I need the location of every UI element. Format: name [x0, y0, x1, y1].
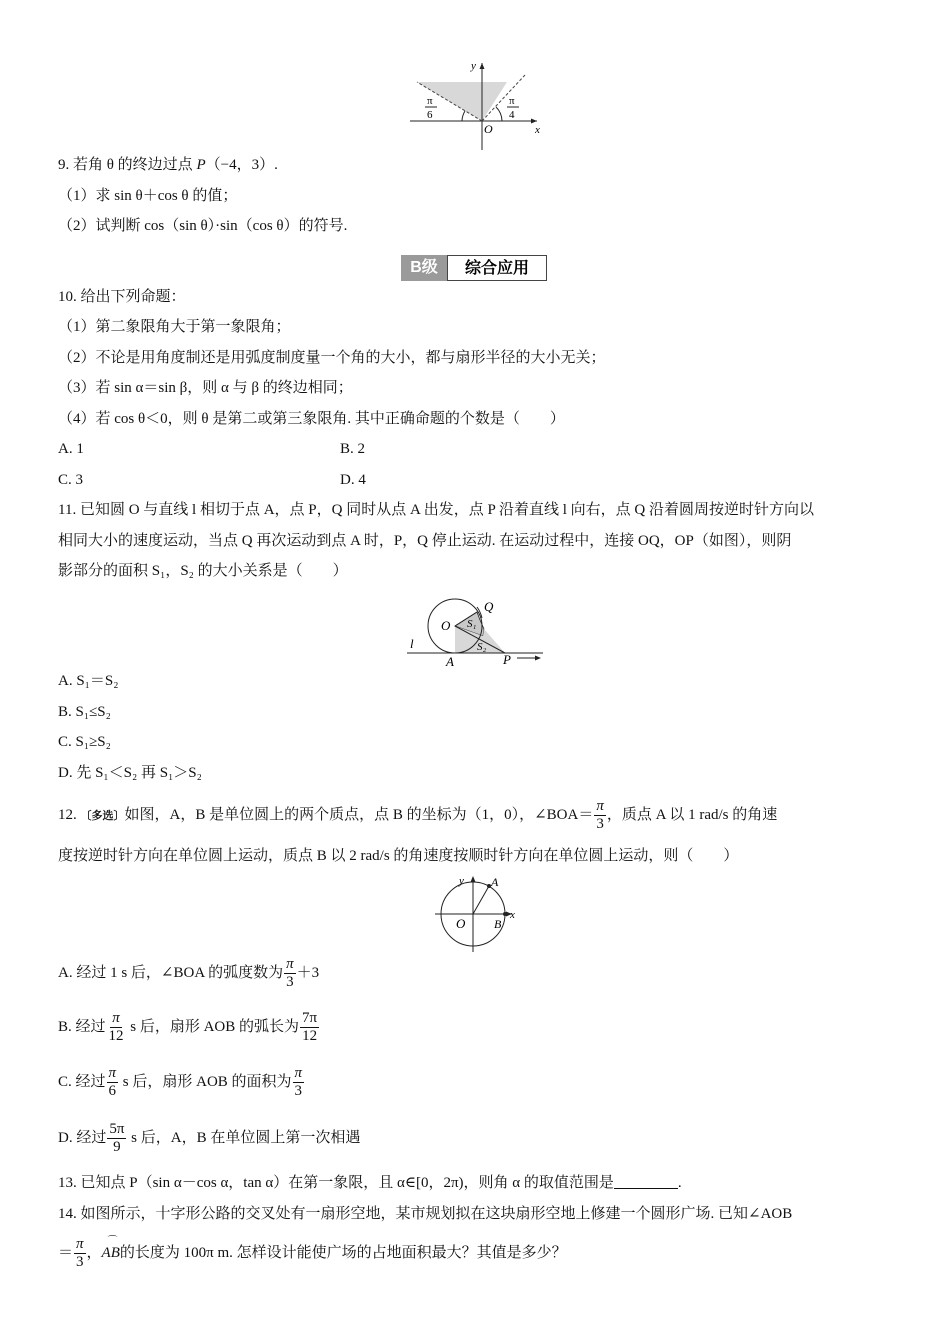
q12-line1: 12. 〔多选〕如图，A，B 是单位圆上的两个质点，点 B 的坐标为（1，0），∠BOA＝ $\frac{\pi}{3}$ ，质点 A 以 1 rad/s 的角速 [58, 798, 778, 833]
label-y: y [459, 875, 464, 887]
q10-stem: 10. 给出下列命题： [58, 289, 186, 305]
y-label: y [471, 60, 476, 72]
section-badge [401, 253, 551, 281]
q12-option-d: D. 经过 $\frac{5\pi}{9}$ s 后，A，B 在单位圆上第一次相遇 [58, 1121, 361, 1156]
label-s2: S₂ [477, 641, 487, 653]
y-axis-arrow [480, 63, 485, 69]
q10-option-b: B. 2 [340, 441, 366, 457]
q13-stem: 13. 已知点 P（sin α－cos α，tan α）在第一象限，且 α∈[0，2π)，则角 α 的取值范围是 . [58, 1175, 682, 1191]
q10-prop2: （2）不论是用角度制还是用弧度制度量一个角的大小，都与扇形半径的大小无关； [58, 350, 606, 366]
q9-part2: （2）试判断 cos（sin θ）·sin（cos θ）的符号. [58, 218, 348, 234]
answer-blank [614, 1174, 678, 1189]
shaded-region [482, 82, 507, 121]
label-b: B [494, 917, 502, 931]
fraction-pi-3: $\frac{\pi}{3}$ [596, 798, 604, 833]
q9-stem: 9. 若角 θ 的终边过点 P（−4，3）. [58, 157, 278, 173]
arrow-p-head [535, 656, 541, 661]
radius-oa [473, 886, 489, 914]
angle-right-num: π [509, 95, 515, 107]
q11-option-b: B. S₁≤S₂ [58, 704, 111, 720]
label-a: A [446, 654, 454, 669]
q11-option-d: D. 先 S₁＜S₂ 再 S₁＞S₂ [58, 765, 202, 781]
label-p: P [503, 652, 511, 667]
q11-line1: 11. 已知圆 O 与直线 l 相切于点 A，点 P，Q 同时从点 A 出发，点 P 沿着直线 l 向右，点 Q 沿着圆周按逆时针方向以 [58, 502, 814, 518]
x-label: x [535, 124, 540, 136]
label-l: l [410, 636, 414, 651]
q12-line2: 度按逆时针方向在单位圆上运动，质点 B 以 2 rad/s 的角速度按顺时针方向在单位圆上运动，则（ ） [58, 848, 739, 864]
angle-region-figure [405, 55, 555, 155]
q9-part1: （1）求 sin θ＋cos θ 的值； [58, 188, 238, 204]
label-x: x [510, 909, 515, 921]
q11-option-a: A. S₁＝S₂ [58, 673, 119, 689]
q12-option-b: B. 经过 $\frac{\pi}{12}$ s 后，扇形 AOB 的弧长为 $\frac{7\pi}{12}$ [58, 1010, 318, 1045]
label-s1: S₁ [467, 618, 477, 630]
label-q: Q [484, 599, 494, 614]
q14-line1: 14. 如图所示，十字形公路的交叉处有一扇形空地，某市规划拟在这块扇形空地上修建一个圆形广场. 已知∠AOB [58, 1206, 793, 1222]
x-axis-arrow [531, 119, 537, 124]
angle-right-den: 4 [509, 109, 515, 121]
circle-tangent-figure [405, 590, 555, 670]
q12-option-c: C. 经过 $\frac{\pi}{6}$ s 后，扇形 AOB 的面积为 $\frac{\pi}{3}$ [58, 1065, 303, 1100]
label-o: O [456, 916, 466, 931]
q11-line2: 相同大小的速度运动，当点 Q 再次运动到点 A 时，P，Q 停止运动. 在运动过程中，连接 OQ，OP（如图），则阴 [58, 533, 792, 549]
label-a: A [491, 875, 499, 889]
q10-option-a: A. 1 [58, 441, 84, 457]
q10-prop1: （1）第二象限角大于第一象限角； [58, 319, 291, 335]
level-label: B级 [401, 255, 447, 281]
point-b [503, 912, 507, 916]
angle-arc-left [462, 111, 465, 121]
arc-ab: ⌒ AB [102, 1234, 120, 1272]
origin-label: O [484, 122, 493, 136]
multi-select-tag: 〔多选〕 [80, 810, 125, 822]
q10-option-c: C. 3 [58, 472, 84, 488]
angle-left-num: π [427, 95, 433, 107]
q10-prop4: （4）若 cos θ＜0，则 θ 是第二或第三象限角. 其中正确命题的个数是（ ） [58, 411, 565, 427]
q12-option-a: A. 经过 1 s 后，∠BOA 的弧度数为 $\frac{\pi}{3}$ ＋3 [58, 956, 320, 991]
label-o: O [441, 618, 451, 633]
angle-left-den: 6 [427, 109, 433, 121]
section-title: 综合应用 [447, 255, 547, 281]
angle-arc-right [496, 107, 502, 121]
q10-option-d: D. 4 [340, 472, 366, 488]
q14-line2: ＝ $\frac{\pi}{3}$ ，⌒ AB的长度为 100π m. 怎样设计能使广场的占地面积最大？其值是多少？ [58, 1234, 567, 1272]
y-axis-arrow [471, 876, 476, 882]
q10-prop3: （3）若 sin α＝sin β，则 α 与 β 的终边相同； [58, 380, 353, 396]
unit-circle-figure [430, 872, 525, 954]
q11-line3: 影部分的面积 S₁，S₂ 的大小关系是（ ） [58, 563, 348, 579]
q11-option-c: C. S₁≥S₂ [58, 734, 111, 750]
